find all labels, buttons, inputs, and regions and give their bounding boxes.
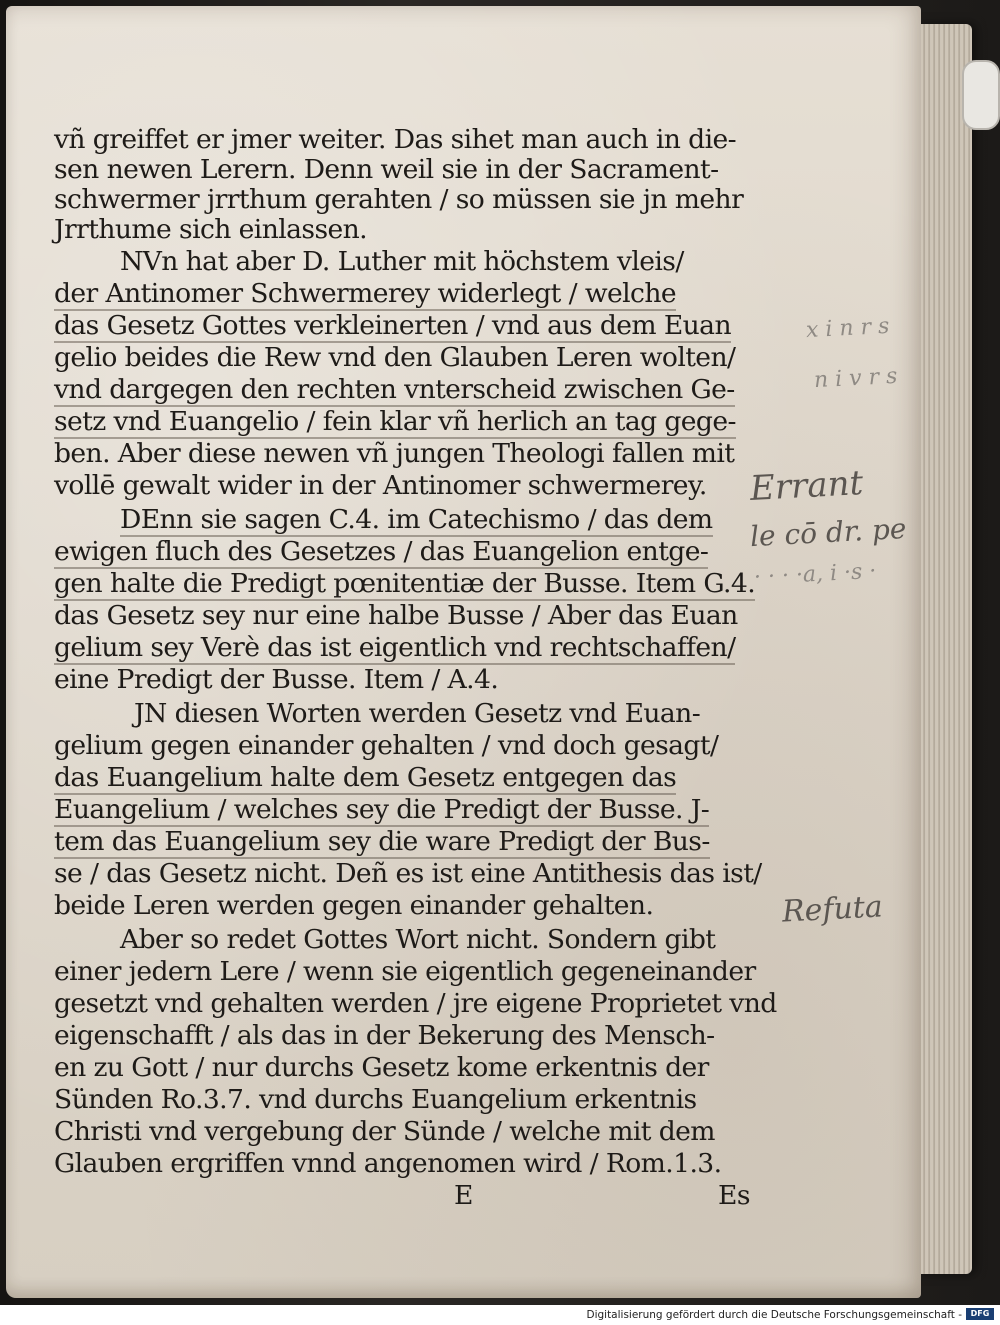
text-line: ewigen fluch des Gesetzes / das Euangelion entge- bbox=[54, 536, 709, 567]
margin-note-errant: Errant bbox=[749, 463, 865, 509]
text-line: Jrrthume sich einlassen. bbox=[54, 214, 368, 245]
text-line: JN diesen Worten werden Gesetz vnd Euan- bbox=[134, 698, 701, 729]
text-line: gesetzt vnd gehalten werden / jre eigene Proprietet vnd bbox=[54, 988, 777, 1019]
text-line: en zu Gott / nur durchs Gesetz kome erkentnis der bbox=[54, 1052, 709, 1083]
text-line: NVn hat aber D. Luther mit höchstem vleis/ bbox=[120, 246, 684, 277]
margin-note-faint: x i n r s bbox=[805, 313, 891, 344]
text-line: eigenschafft / als das in der Bekerung des Mensch- bbox=[54, 1020, 715, 1051]
dfg-logo: DFG bbox=[966, 1308, 994, 1320]
text-line: vnd dargegen den rechten vnterscheid zwischen Ge- bbox=[54, 374, 735, 405]
text-line: sen newen Lerern. Denn weil sie in der Sacrament- bbox=[54, 154, 719, 185]
text-line: eine Predigt der Busse. Item / A.4. bbox=[54, 664, 499, 695]
funding-credit: Digitalisierung gefördert durch die Deutsche Forschungsgemeinschaft - bbox=[586, 1309, 962, 1321]
book-page bbox=[6, 6, 921, 1298]
text-line: das Euangelium halte dem Gesetz entgegen das bbox=[54, 762, 677, 793]
text-line: schwermer jrrthum gerahten / so müssen sie jn mehr bbox=[54, 184, 744, 215]
margin-note-handwriting: le cō dr. pe bbox=[749, 511, 908, 554]
text-line: das Gesetz Gottes verkleinerten / vnd aus dem Euan bbox=[54, 310, 731, 341]
text-line: se / das Gesetz nicht. Deñ es ist eine Antithesis das ist/ bbox=[54, 858, 762, 889]
text-line: gelium gegen einander gehalten / vnd doch gesagt/ bbox=[54, 730, 719, 761]
text-line: DEnn sie sagen C.4. im Catechismo / das dem bbox=[120, 504, 713, 535]
text-line: Aber so redet Gottes Wort nicht. Sondern gibt bbox=[120, 924, 716, 955]
text-line: vñ greiffet er jmer weiter. Das sihet man auch in die- bbox=[54, 124, 737, 155]
text-line: ben. Aber diese newen vñ jungen Theologi fallen mit bbox=[54, 438, 735, 469]
text-line: beide Leren werden gegen einander gehalten. bbox=[54, 890, 654, 921]
text-line: einer jedern Lere / wenn sie eigentlich gegeneinander bbox=[54, 956, 756, 987]
text-line: das Gesetz sey nur eine halbe Busse / Aber das Euan bbox=[54, 600, 738, 631]
catchword: Es bbox=[718, 1180, 750, 1211]
signature-mark: E bbox=[454, 1180, 473, 1211]
text-line: gelium sey Verè das ist eigentlich vnd rechtschaffen/ bbox=[54, 632, 736, 663]
text-line: Glauben ergriffen vnnd angenomen wird / Rom.1.3. bbox=[54, 1148, 722, 1179]
page-tab-marker bbox=[962, 60, 1000, 130]
margin-note-faint: · · · ·a, i ·s · bbox=[753, 558, 877, 591]
text-line: tem das Euangelium sey die ware Predigt der Bus- bbox=[54, 826, 710, 857]
text-line: Euangelium / welches sey die Predigt der Busse. J- bbox=[54, 794, 710, 825]
text-line: Christi vnd vergebung der Sünde / welche mit dem bbox=[54, 1116, 715, 1147]
text-line: setz vnd Euangelio / fein klar vñ herlich an tag gege- bbox=[54, 406, 736, 437]
text-line: vollē gewalt wider in der Antinomer schwermerey. bbox=[54, 470, 707, 501]
text-line: der Antinomer Schwermerey widerlegt / welche bbox=[54, 278, 676, 309]
margin-note-faint: n i v r s bbox=[813, 363, 899, 394]
text-line: gelio beides die Rew vnd den Glauben Leren wolten/ bbox=[54, 342, 736, 373]
text-line: gen halte die Predigt pœnitentiæ der Busse. Item G.4. bbox=[54, 568, 756, 599]
text-line: Sünden Ro.3.7. vnd durchs Euangelium erkentnis bbox=[54, 1084, 697, 1115]
page-edges bbox=[916, 24, 972, 1274]
margin-note-refuta: Refuta bbox=[781, 889, 884, 930]
